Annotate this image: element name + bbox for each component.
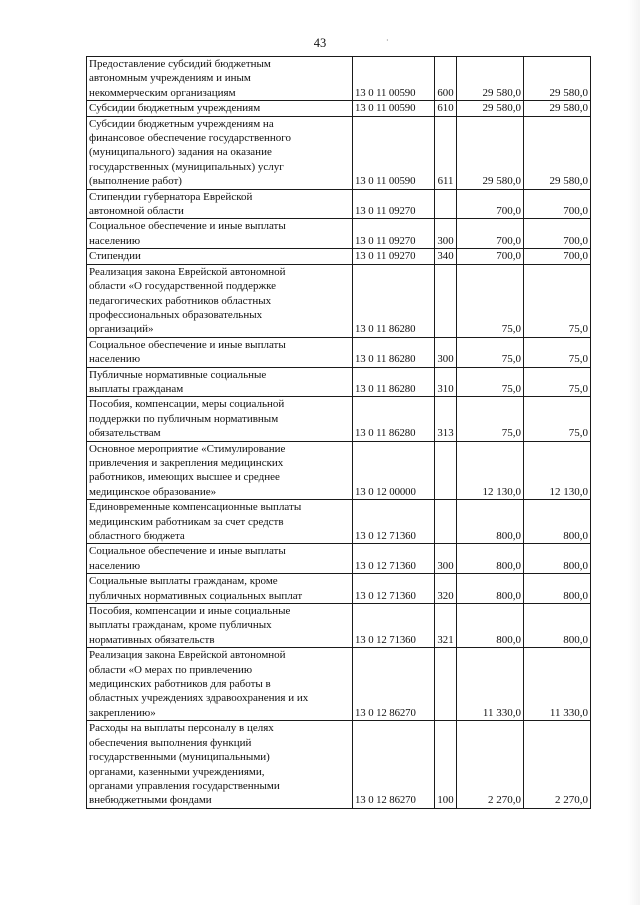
row-name-line: государственных (муниципальных) услуг (89, 160, 284, 173)
expense-type-cell: 610 (435, 101, 457, 116)
target-article-cell: 13 0 11 86280 (353, 397, 435, 441)
row-name-line: поддержки по публичным нормативным (89, 412, 279, 425)
row-name-cell (87, 604, 353, 648)
row-name-cell (87, 574, 353, 604)
amount-cell-2: 700,0 (524, 219, 591, 249)
row-name-line: организаций» (89, 323, 154, 336)
scan-edge-shadow (628, 0, 640, 905)
row-name-line: нормативных обязательств (89, 633, 215, 646)
expense-type-cell: 611 (435, 116, 457, 189)
row-name-line: областных учреждениях здравоохранения и их (89, 692, 309, 705)
table-row (87, 574, 591, 604)
table-row (87, 648, 591, 721)
expense-type-cell: 310 (435, 367, 457, 397)
row-name-line: медицинское образование» (89, 485, 217, 498)
row-name-cell (87, 500, 353, 544)
row-name-line: Пособия, компенсации и иные социальные (89, 605, 291, 618)
expense-type-cell: 340 (435, 249, 457, 264)
row-name-cell (87, 116, 353, 189)
expense-type-cell (435, 441, 457, 500)
table-row (87, 441, 591, 500)
row-name-cell (87, 57, 353, 101)
table-row (87, 249, 591, 264)
amount-cell-2: 75,0 (524, 337, 591, 367)
target-article-cell: 13 0 11 86280 (353, 367, 435, 397)
target-article-cell: 13 0 11 00590 (353, 57, 435, 101)
expense-type-cell: 320 (435, 574, 457, 604)
target-article-cell: 13 0 11 86280 (353, 264, 435, 337)
row-name-line: автономной области (89, 205, 184, 218)
amount-cell-1: 800,0 (457, 500, 524, 544)
expense-type-cell: 100 (435, 721, 457, 808)
table-row (87, 264, 591, 337)
expense-type-cell: 300 (435, 337, 457, 367)
row-name-line: органами, казенными учреждениями, (89, 765, 265, 778)
expense-type-cell (435, 648, 457, 721)
amount-cell-1: 2 270,0 (457, 721, 524, 808)
target-article-cell: 13 0 11 00590 (353, 116, 435, 189)
row-name-cell (87, 219, 353, 249)
row-name-cell (87, 337, 353, 367)
row-name-line: Социальные выплаты гражданам, кроме (89, 575, 278, 588)
amount-cell-2: 800,0 (524, 500, 591, 544)
row-name-line: областного бюджета (89, 530, 185, 542)
expense-type-cell (435, 500, 457, 544)
amount-cell-2: 800,0 (524, 604, 591, 648)
row-name-line: Социальное обеспечение и иные выплаты (89, 545, 286, 558)
row-name-line: Социальное обеспечение и иные выплаты (89, 220, 286, 233)
row-name-line: Публичные нормативные социальные (89, 368, 267, 381)
row-name-line: (муниципального) задания на оказание (89, 146, 272, 159)
row-name-line: Единовременные компенсационные выплаты (89, 501, 302, 514)
amount-cell-2: 2 270,0 (524, 721, 591, 808)
expense-type-cell (435, 189, 457, 219)
target-article-cell: 13 0 11 09270 (353, 249, 435, 264)
row-name-cell (87, 264, 353, 337)
row-name-line: Субсидии бюджетным учреждениям (89, 102, 261, 115)
row-name-cell (87, 544, 353, 574)
amount-cell-2: 75,0 (524, 367, 591, 397)
row-name-line: медицинским работникам за счет средств (89, 515, 284, 528)
page-number: 43 (313, 36, 327, 50)
table-row (87, 101, 591, 116)
amount-cell-1: 75,0 (457, 397, 524, 441)
row-name-line: автономным учреждениям и иным (89, 72, 251, 85)
target-article-cell: 13 0 12 71360 (353, 604, 435, 648)
row-name-line: Стипендии (89, 250, 141, 263)
scan-speck: · (386, 36, 389, 45)
amount-cell-1: 75,0 (457, 337, 524, 367)
row-name-line: внебюджетными фондами (89, 794, 212, 807)
row-name-line: населению (89, 353, 141, 366)
row-name-line: Реализация закона Еврейской автономной (89, 649, 286, 662)
row-name-line: педагогических работников областных (89, 294, 272, 307)
amount-cell-2: 700,0 (524, 249, 591, 264)
row-name-line: Стипендии губернатора Еврейской (89, 190, 253, 203)
row-name-line: привлечения и закрепления медицинских (89, 456, 284, 469)
target-article-cell: 13 0 12 71360 (353, 574, 435, 604)
budget-table (86, 56, 591, 809)
amount-cell-2: 75,0 (524, 397, 591, 441)
target-article-cell: 13 0 11 09270 (353, 189, 435, 219)
table-row (87, 397, 591, 441)
amount-cell-2: 800,0 (524, 544, 591, 574)
expense-type-cell: 300 (435, 219, 457, 249)
amount-cell-1: 800,0 (457, 604, 524, 648)
amount-cell-2: 12 130,0 (524, 441, 591, 500)
row-name-cell (87, 189, 353, 219)
target-article-cell: 13 0 12 00000 (353, 441, 435, 500)
row-name-line: Пособия, компенсации, меры социальной (89, 398, 285, 411)
target-article-cell: 13 0 12 86270 (353, 721, 435, 808)
expense-type-cell: 321 (435, 604, 457, 648)
row-name-line: (выполнение работ) (89, 175, 182, 188)
amount-cell-1: 700,0 (457, 189, 524, 219)
amount-cell-2: 29 580,0 (524, 101, 591, 116)
row-name-line: обеспечения выполнения функций (89, 736, 252, 749)
row-name-line: области «О мерах по привлечению (89, 663, 253, 676)
row-name-cell (87, 397, 353, 441)
row-name-line: населению (89, 234, 141, 247)
row-name-line: государственными (муниципальными) (89, 751, 270, 764)
target-article-cell: 13 0 12 71360 (353, 544, 435, 574)
table-row (87, 57, 591, 101)
row-name-line: обязательствам (89, 427, 161, 440)
budget-table-body (87, 57, 591, 809)
row-name-line: Расходы на выплаты персоналу в целях (89, 722, 274, 735)
amount-cell-1: 29 580,0 (457, 116, 524, 189)
row-name-line: публичных нормативных социальных выплат (89, 589, 303, 602)
amount-cell-1: 29 580,0 (457, 57, 524, 101)
row-name-line: населению (89, 559, 141, 572)
amount-cell-1: 800,0 (457, 574, 524, 604)
row-name-cell (87, 367, 353, 397)
target-article-cell: 13 0 11 09270 (353, 219, 435, 249)
amount-cell-1: 12 130,0 (457, 441, 524, 500)
target-article-cell: 13 0 12 71360 (353, 500, 435, 544)
amount-cell-1: 700,0 (457, 219, 524, 249)
row-name-line: некоммерческим организациям (89, 86, 236, 99)
row-name-cell (87, 648, 353, 721)
row-name-line: Субсидии бюджетным учреждениям на (89, 117, 274, 130)
amount-cell-2: 29 580,0 (524, 57, 591, 101)
row-name-cell (87, 441, 353, 500)
table-row (87, 219, 591, 249)
amount-cell-1: 75,0 (457, 264, 524, 337)
row-name-cell (87, 101, 353, 116)
target-article-cell: 13 0 11 00590 (353, 101, 435, 116)
row-name-line: финансовое обеспечение государственного (89, 132, 291, 145)
row-name-line: выплаты гражданам (89, 382, 184, 395)
row-name-line: медицинских работников для работы в (89, 678, 271, 691)
amount-cell-1: 29 580,0 (457, 101, 524, 116)
expense-type-cell: 313 (435, 397, 457, 441)
table-row (87, 189, 591, 219)
amount-cell-1: 700,0 (457, 249, 524, 264)
amount-cell-1: 75,0 (457, 367, 524, 397)
amount-cell-2: 11 330,0 (524, 648, 591, 721)
amount-cell-2: 800,0 (524, 574, 591, 604)
table-row (87, 337, 591, 367)
row-name-line: закреплению» (89, 706, 156, 719)
row-name-line: органами управления государственными (89, 779, 280, 792)
row-name-line: работников, имеющих высшее и среднее (89, 471, 280, 484)
target-article-cell: 13 0 11 86280 (353, 337, 435, 367)
row-name-line: Основное мероприятие «Стимулирование (89, 442, 286, 455)
expense-type-cell: 300 (435, 544, 457, 574)
row-name-line: профессиональных образовательных (89, 308, 263, 321)
expense-type-cell: 600 (435, 57, 457, 101)
row-name-cell (87, 721, 353, 808)
row-name-line: Социальное обеспечение и иные выплаты (89, 338, 286, 351)
row-name-line: Реализация закона Еврейской автономной (89, 265, 286, 278)
row-name-line: Предоставление субсидий бюджетным (89, 58, 271, 70)
table-row (87, 500, 591, 544)
row-name-line: области «О государственной поддержке (89, 280, 277, 293)
amount-cell-1: 800,0 (457, 544, 524, 574)
table-row (87, 116, 591, 189)
table-row (87, 604, 591, 648)
table-row (87, 544, 591, 574)
amount-cell-2: 29 580,0 (524, 116, 591, 189)
row-name-line: выплаты гражданам, кроме публичных (89, 619, 272, 632)
row-name-cell (87, 249, 353, 264)
amount-cell-1: 11 330,0 (457, 648, 524, 721)
table-row (87, 367, 591, 397)
amount-cell-2: 75,0 (524, 264, 591, 337)
table-row (87, 721, 591, 808)
amount-cell-2: 700,0 (524, 189, 591, 219)
target-article-cell: 13 0 12 86270 (353, 648, 435, 721)
expense-type-cell (435, 264, 457, 337)
